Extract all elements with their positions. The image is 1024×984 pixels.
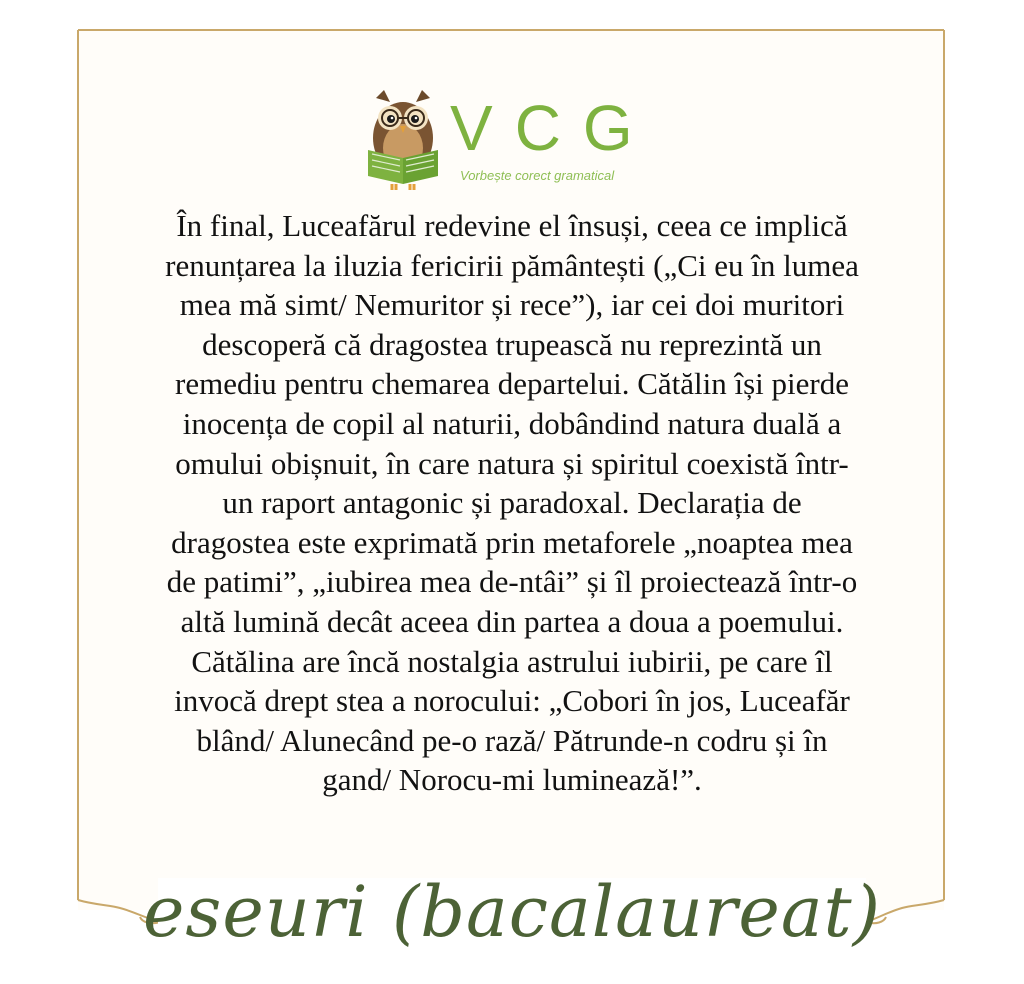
paragraph-line: renunțarea la iluzia fericirii pământești („Ci eu în lumea bbox=[165, 247, 859, 283]
paragraph-line: de patimi”, „iubirea mea de-ntâi” și îl proiectează într-o bbox=[166, 564, 858, 600]
brand-tagline: Vorbește corect gramatical bbox=[460, 168, 615, 183]
footer-title: eseuri (bacalaureat) bbox=[142, 871, 881, 953]
paragraph-line: Cătălina are încă nostalgia astrului iubirii, pe care îl bbox=[191, 643, 833, 679]
paragraph-line: blând/ Alunecând pe-o rază/ Pătrunde-n codru și în bbox=[196, 722, 828, 758]
essay-paragraph bbox=[86, 206, 938, 800]
paragraph-line: altă lumină decât aceea din partea a doua a poemului. bbox=[180, 603, 844, 639]
paragraph-line: dragostea este exprimată prin metaforele „noaptea mea bbox=[171, 524, 853, 560]
paragraph-line: mea mă simt/ Nemuritor și rece”), iar cei doi muritori bbox=[179, 287, 845, 323]
paragraph-line: invocă drept stea a norocului: „Cobori în jos, Luceafăr bbox=[174, 683, 850, 719]
paragraph-line: inocența de copil al naturii, dobândind natura duală a bbox=[182, 405, 842, 441]
paragraph-line: gand/ Norocu-mi luminează!”. bbox=[322, 762, 702, 798]
brand-name: VCG bbox=[450, 92, 655, 164]
paragraph-line: omului obișnuit, în care natura și spiritul coexistă într- bbox=[175, 445, 849, 481]
vcg-logo bbox=[362, 88, 662, 196]
owl-reading-book-icon bbox=[362, 88, 444, 192]
paragraph-line: descoperă că dragostea trupească nu reprezintă un bbox=[202, 326, 822, 362]
paragraph-line: un raport antagonic și paradoxal. Declarația de bbox=[222, 485, 802, 521]
paragraph-line: În final, Luceafărul redevine el însuși, ceea ce implică bbox=[176, 208, 848, 243]
paragraph-line: remediu pentru chemarea departelui. Cătălin își pierde bbox=[175, 366, 849, 402]
